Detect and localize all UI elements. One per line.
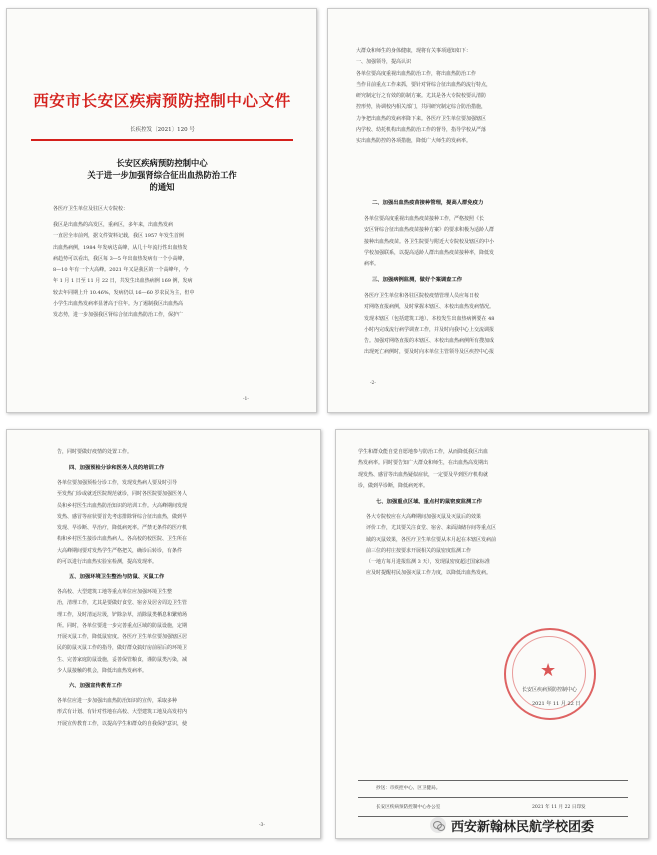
addressee: 各医疗卫生单位及驻区大专院校： <box>53 206 129 212</box>
text-line: 前三位的村庄按要求开展相关的鼠密度监测工作 <box>366 547 472 554</box>
text-line: 告。加强对网络直报的本辖区、本校出血热病例所有搜加成 <box>364 338 495 345</box>
text-line: 各单位要高度重视出血热疫苗接种工作，严格按照《长 <box>364 216 485 222</box>
text-line: 现发热、感冒等出血热疑似症状，一定要及早到医疗机构就 <box>358 471 489 478</box>
seal-star-icon: ★ <box>540 660 557 681</box>
text-line: 学生和群众能自觉自愿地参与防治工作，从而降低我区出血 <box>358 449 489 455</box>
text-line: 一、加强领导，提高认识 <box>356 59 412 66</box>
body-text-section-5 <box>57 587 287 677</box>
text-line: 发现、早诊断、早治疗，降低病死率。严禁无条件的医疗机 <box>57 525 188 532</box>
text-line: 形式有计划、有针对性地在高校、大型建筑工地及高发村内 <box>57 709 188 716</box>
document-number: 长疾控发〔2021〕120 号 <box>130 127 195 133</box>
text-line: 构和乡村医生接诊出血热病人。各高校的校医院、卫生所在 <box>57 536 188 543</box>
text-line: 生、完善家庭防鼠设施，妥善保管粮食，谨防鼠类污染，减 <box>57 656 188 663</box>
text-line: 大群众和师生的身体健康，现将有关事项通知如下： <box>356 48 472 54</box>
section-heading-6: 六、加强宣传教育工作 <box>69 683 122 689</box>
text-line: 各大专院校应在大高峰期间加强灭鼠及灭鼠后的效果 <box>366 514 482 520</box>
text-line: 病趋势可以看出，我区每 3—5 年出血热发病有一个小高峰， <box>53 255 188 262</box>
text-line: 民的防鼠灭鼠工作的指导，做好群众搞好房前屋后的环境卫 <box>57 645 188 652</box>
text-line: 评价工作，尤其要关注食堂、宿舍、来面油储存间等重点区 <box>366 525 497 532</box>
text-line: 出血热病例，1984 年发病达高峰，从几十年流行性出血热发 <box>53 244 188 251</box>
body-text-section-7 <box>366 512 630 580</box>
watermark-text: 西安新翰林民航学校团委 <box>451 819 595 835</box>
text-line: 开展灭鼠工作，降低鼠密度。各医疗卫生单位要加强辖区居 <box>57 634 188 641</box>
text-line: 应及时提醒村民加强灭鼠工作力度，以降低出血热发病。 <box>366 570 492 577</box>
document-page-2 <box>327 8 649 413</box>
text-line: 各高校、大型建筑工地等重点单位应加强环境卫生整 <box>57 589 173 595</box>
body-text-section-4 <box>57 478 287 568</box>
text-line: 小学生出血热发病率显著高于往年。为了遏制我区出血热高 <box>53 301 184 308</box>
text-line: 力争把出血热的发病率降下来。各医疗卫生单位要加强辖区 <box>356 115 487 122</box>
copy-to: 抄送：市疾控中心、区卫健局。 <box>376 786 441 791</box>
body-text-section-1 <box>356 46 628 148</box>
text-line: 控形势，协调校内相关部门，共同研究制定综合防治措施， <box>356 104 487 111</box>
text-line: 研究制定行之有效的防制方案。尤其是各大专院校要认清防 <box>356 93 487 100</box>
text-line: 域的灭鼠效果，各医疗卫生单位要从本月起在本辖区发病前 <box>366 536 497 543</box>
text-line: 各单位要加强预检分诊工作，发现发热病人要及时引导 <box>57 480 178 486</box>
text-line: 各单位应进一步加强出血热防治知识的宣传，采取多种 <box>57 698 178 704</box>
body-text-section-2 <box>364 214 626 270</box>
body-text-continued <box>358 447 630 492</box>
text-line: 学校加强联系，以提高适龄人群出血热疫苗接种率，降低发 <box>364 249 495 256</box>
document-page-4 <box>335 429 649 839</box>
text-line: 8—10 年有一个大高峰。2021 年又是我区的一个高峰年，今 <box>53 267 189 274</box>
notice-title-line-1: 长安区疾病预防控制中心 <box>116 158 208 168</box>
text-line: 安区肾综合征出血热疫苗接种方案》的要求积极为适龄人群 <box>364 227 495 234</box>
text-line: 小时内完成流行病学调查工作，并及时向我中心上交流调报 <box>364 326 495 333</box>
text-line: 对网络直报病例，及时掌握本辖区、本校出血热发病情况。 <box>364 304 495 311</box>
notice-title-line-2: 关于进一步加强肾综合征出血热防治工作 <box>87 170 237 180</box>
wechat-icon <box>430 817 446 833</box>
body-text-section-6 <box>57 696 287 730</box>
text-line: 的可以进行出血热实验室检测，提高发现率。 <box>57 559 158 566</box>
red-divider <box>31 139 293 141</box>
body-text-continued: 告，同时要做好疫情的处置工作。 <box>57 449 133 455</box>
body-text <box>53 220 285 322</box>
text-line: 较去年同期上升 10.46%，发病仍以 16—60 岁农民为主，但中 <box>53 289 195 296</box>
text-line: 年 1 月 1 日至 11 月 22 日，共发生出血热病例 169 例，发病 <box>53 278 193 285</box>
text-line: 所。同时，各单位要进一步完善重点区域的防鼠设施，定期 <box>57 622 188 629</box>
wechat-watermark <box>430 814 594 836</box>
text-line: 病率。 <box>364 261 380 268</box>
issuing-office: 长安区疾病预防控制中心办公室 <box>376 805 441 810</box>
text-line: 发态势，进一步加强我区肾综合征出血热防治工作，保护广 <box>53 312 184 319</box>
text-line: 开展宣传教育工作，以提高学生和群众的自我保护意识，使 <box>57 720 188 727</box>
red-header-title: 西安市长安区疾病预防控制中心文件 <box>33 91 291 110</box>
text-line: （一地方每月进报监测 3 天），发现鼠密度超过国家标准 <box>366 559 490 566</box>
section-heading-4: 四、加强预检分诊和医务人员的培训工作 <box>69 465 165 471</box>
text-line: 发热、感冒等症状要首先考虑排除肾综合征出血热，做到早 <box>57 513 188 520</box>
text-line: 出现死亡病例时，要及时向本单位主管领导及区疾控中心报 <box>364 349 495 356</box>
text-line: 少人鼠接触的机会，降低出血热发病率。 <box>57 668 148 675</box>
notice-title-line-3: 的通知 <box>149 182 175 192</box>
section-heading-2: 二、加强出血热疫苗接种管理，提高人群免疫力 <box>372 200 484 206</box>
signature-date: 2021 年 11 月 22 日 <box>532 701 581 707</box>
section-heading-3: 三、加强病例监测，做好个案调查工作 <box>372 277 463 283</box>
text-line: 至发热门诊或就近医院规范就诊，同时各医院要加强医务人 <box>57 491 188 498</box>
document-page-1 <box>6 8 317 413</box>
text-line: 治，清理工作，尤其是要做好食堂、宿舍及居舍周边卫生管 <box>57 600 188 607</box>
text-line: 诊，做到早诊断，降低病死率。 <box>358 482 429 489</box>
signer-organization: 长安区疾病预防控制中心 <box>522 687 578 693</box>
text-line: 热发病率。同时要告知广大群众和师生，在出血热高发期出 <box>358 460 489 467</box>
page-number: -3- <box>259 823 265 828</box>
text-line: 内学校、幼托机构出血热防治工作的督导，指导学校从严落 <box>356 127 487 134</box>
text-line: 各医疗卫生单位和各驻区院校疫情管理人员应每日校 <box>364 293 480 299</box>
page-number: -2- <box>370 381 376 386</box>
text-line: 我区是出血热的高发区，重病区，多年来，出血热发病 <box>53 222 174 228</box>
body-text-section-3 <box>364 291 626 359</box>
text-line: 员和乡村医生出血热防治知识的培训工作。大高峰期间发现 <box>57 502 188 509</box>
text-line: 实出血热防控的各项措施，降低广大师生的发病率。 <box>356 138 472 145</box>
issue-date: 2021 年 11 月 22 日印发 <box>532 805 586 810</box>
page-number: -1- <box>243 397 249 402</box>
text-line: 一直居全市前列，据文件资料记载，我区 1957 年发生首例 <box>53 233 184 240</box>
text-line: 理工作，及时清运垃圾，铲除杂草，消除鼠类栖息和繁殖场 <box>57 611 188 618</box>
document-page-3 <box>6 429 321 839</box>
text-line: 发现本辖区（包括建筑工地）、本校发生出血热病例要在 48 <box>364 315 495 322</box>
section-heading-7: 七、加强重点区域、重点村的鼠密度监测工作 <box>376 499 482 505</box>
text-line: 接种出血热疫苗。各卫生院要与附近大专院校及辖区的中小 <box>364 238 495 245</box>
text-line: 各单位要高度重视出血热防治工作，将出血热防治工作 <box>356 70 477 77</box>
text-line: 当作目前重点工作来抓，要针对肾综合征出血热的流行特点， <box>356 81 492 88</box>
section-heading-5: 五、加强环境卫生整治与防鼠、灭鼠工作 <box>69 574 165 580</box>
text-line: 大高峰期间要对发热学生严格把关，确诊后转诊，有条件 <box>57 547 183 554</box>
